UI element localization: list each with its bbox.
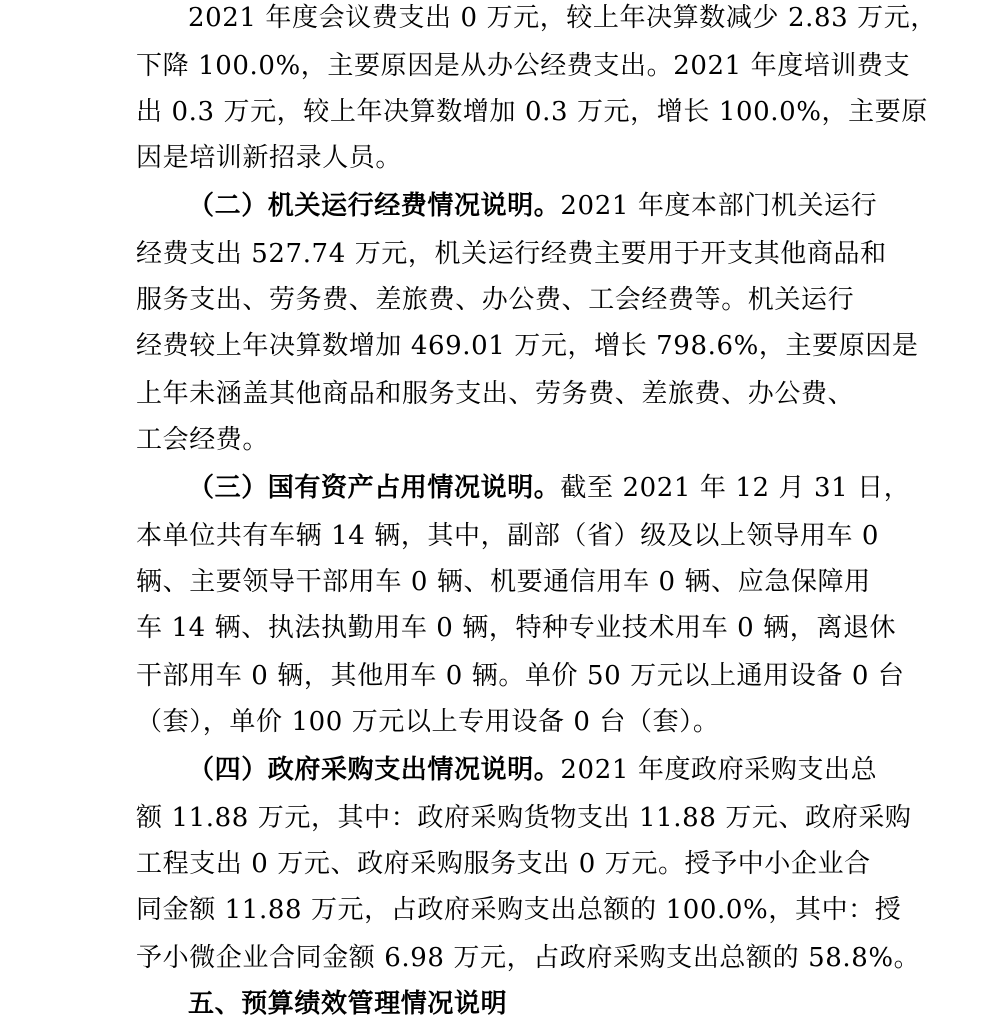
- paragraph-4-line-3: 工程支出 0 万元、政府采购服务支出 0 万元。授予中小企业合: [136, 849, 871, 879]
- paragraph-2-line-5: 上年未涵盖其他商品和服务支出、劳务费、差旅费、办公费、: [136, 379, 855, 409]
- section-5-heading: 五、预算绩效管理情况说明: [188, 989, 508, 1019]
- paragraph-3-line-1: [188, 472, 910, 504]
- paragraph-1-line-4: 因是培训新招录人员。: [136, 143, 403, 173]
- paragraph-4-line-4: 同金额 11.88 万元，占政府采购支出总额的 100.0%，其中：授: [136, 895, 902, 925]
- paragraph-3-line-6: （套），单价 100 万元以上专用设备 0 台（套）。: [136, 707, 720, 737]
- paragraph-4-line-5: 予小微企业合同金额 6.98 万元，占政府采购支出总额的 58.8%。: [136, 943, 921, 973]
- paragraph-1-line-1: 2021 年度会议费支出 0 万元，较上年决算数减少 2.83 万元，: [188, 3, 937, 33]
- paragraph-2-first-line-rest: 2021 年度本部门机关运行: [560, 191, 878, 221]
- paragraph-2-line-4: 经费较上年决算数增加 469.01 万元，增长 798.6%，主要原因是: [136, 331, 919, 361]
- paragraph-2-title: （二）机关运行经费情况说明。: [188, 191, 561, 221]
- paragraph-4-line-2: 额 11.88 万元，其中：政府采购货物支出 11.88 万元、政府采购: [136, 803, 912, 833]
- paragraph-4-first-line-rest: 2021 年度政府采购支出总: [560, 755, 878, 785]
- paragraph-3-first-line-rest: 截至 2021 年 12 月 31 日，: [560, 473, 911, 503]
- paragraph-1-line-2: 下降 100.0%，主要原因是从办公经费支出。2021 年度培训费支: [136, 51, 911, 81]
- paragraph-4-line-1: [188, 754, 877, 786]
- paragraph-2-line-6: 工会经费。: [136, 425, 270, 455]
- paragraph-2-line-2: 经费支出 527.74 万元，机关运行经费主要用于开支其他商品和: [136, 239, 887, 269]
- paragraph-2-line-3: 服务支出、劳务费、差旅费、办公费、工会经费等。机关运行: [136, 285, 855, 315]
- paragraph-1-line-3: 出 0.3 万元，较上年决算数增加 0.3 万元，增长 100.0%，主要原: [136, 97, 928, 127]
- paragraph-3-line-3: 辆、主要领导干部用车 0 辆、机要通信用车 0 辆、应急保障用: [136, 567, 871, 597]
- paragraph-3-line-2: 本单位共有车辆 14 辆，其中，副部（省）级及以上领导用车 0: [136, 521, 880, 551]
- paragraph-3-line-5: 干部用车 0 辆，其他用车 0 辆。单价 50 万元以上通用设备 0 台: [136, 661, 905, 691]
- paragraph-4-title: （四）政府采购支出情况说明。: [188, 755, 561, 785]
- paragraph-3-title: （三）国有资产占用情况说明。: [188, 473, 561, 503]
- paragraph-2-line-1: [188, 190, 877, 222]
- paragraph-3-line-4: 车 14 辆、执法执勤用车 0 辆，特种专业技术用车 0 辆，离退休: [136, 613, 897, 643]
